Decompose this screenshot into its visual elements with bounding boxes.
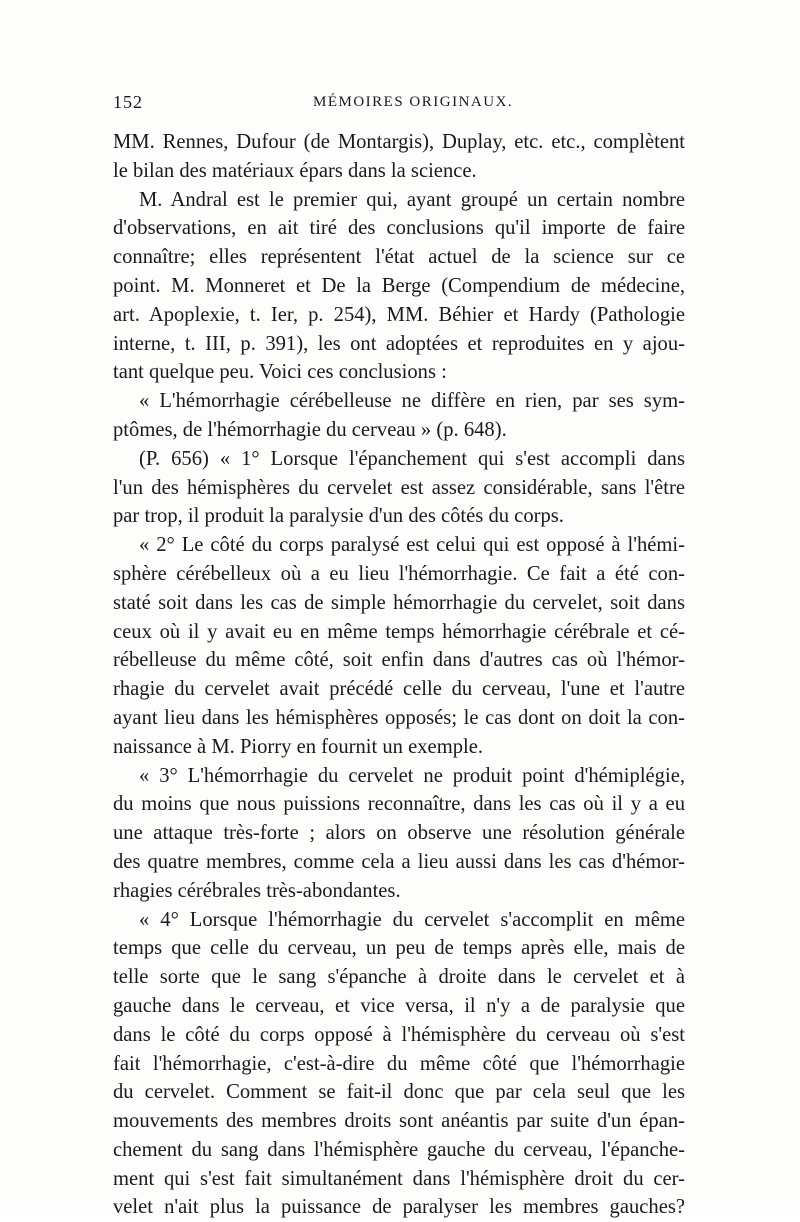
text-line: dans le côté du corps opposé à l'hémisphère du cerveau où s'est bbox=[113, 1023, 685, 1046]
text-line: chement du sang dans l'hémisphère gauche du cerveau, l'épanche- bbox=[113, 1138, 685, 1161]
text-line: ayant lieu dans les hémisphères opposés; le cas dont on doit la con- bbox=[113, 706, 685, 729]
text-line: ceux où il y avait eu en même temps hémorrhagie cérébrale et cé- bbox=[113, 620, 685, 643]
text-line: le bilan des matériaux épars dans la science. bbox=[113, 159, 477, 182]
text-line: point. M. Monneret et De la Berge (Compendium de médecine, bbox=[113, 274, 685, 297]
text-line: du cervelet. Comment se fait-il donc que par cela seul que les bbox=[113, 1081, 685, 1104]
text-line: naissance à M. Piorry en fournit un exemple. bbox=[113, 735, 484, 758]
text-line: par trop, il produit la paralysie d'un des côtés du corps. bbox=[113, 505, 564, 528]
page-number: 152 bbox=[113, 92, 143, 112]
text-line: staté soit dans les cas de simple hémorrhagie du cervelet, soit dans bbox=[113, 591, 685, 614]
text-line: d'observations, en ait tiré des conclusions qu'il importe de faire bbox=[113, 217, 685, 240]
text-line: M. Andral est le premier qui, ayant groupé un certain nombre bbox=[139, 188, 685, 211]
text-line: (P. 656) « 1° Lorsque l'épanchement qui s'est accompli dans bbox=[139, 447, 685, 470]
text-line: des quatre membres, comme cela a lieu aussi dans les cas d'hémor- bbox=[113, 850, 685, 873]
text-line: rébelleuse du même côté, soit enfin dans d'autres cas où l'hémor- bbox=[113, 649, 685, 672]
text-line: telle sorte que le sang s'épanche à droite dans le cervelet et à bbox=[113, 966, 685, 989]
text-line: tant quelque peu. Voici ces conclusions : bbox=[113, 361, 447, 384]
text-line: temps que celle du cerveau, un peu de temps après elle, mais de bbox=[113, 937, 685, 960]
text-line: art. Apoplexie, t. Ier, p. 254), MM. Béhier et Hardy (Pathologie bbox=[113, 303, 685, 326]
text-line: « 4° Lorsque l'hémorrhagie du cervelet s'accomplit en même bbox=[139, 908, 685, 931]
text-line: MM. Rennes, Dufour (de Montargis), Duplay, etc. etc., complètent bbox=[113, 131, 685, 153]
running-title: MÉMOIRES ORIGINAUX. bbox=[313, 94, 514, 110]
text-line: « 3° L'hémorrhagie du cervelet ne produit point d'hémiplégie, bbox=[139, 764, 685, 787]
text-line: fait l'hémorrhagie, c'est-à-dire du même côté que l'hémorrhagie bbox=[113, 1052, 685, 1075]
text-line: une attaque très-forte ; alors on observe une résolution générale bbox=[113, 822, 685, 845]
text-line: « L'hémorrhagie cérébelleuse ne diffère en rien, par ses sym- bbox=[139, 390, 685, 413]
text-line: « 2° Le côté du corps paralysé est celui qui est opposé à l'hémi- bbox=[139, 534, 685, 557]
text-line: rhagie du cervelet avait précédé celle du cerveau, l'une et l'autre bbox=[113, 678, 685, 701]
running-head bbox=[113, 92, 680, 116]
text-line: velet n'ait plus la puissance de paralyser les membres gauches? bbox=[113, 1196, 685, 1219]
text-line: mouvements des membres droits sont anéantis par suite d'un épan- bbox=[113, 1110, 685, 1133]
text-line: interne, t. III, p. 391), les ont adoptées et reproduites en y ajou- bbox=[113, 332, 685, 355]
body-text bbox=[113, 128, 685, 1222]
text-line: l'un des hémisphères du cervelet est assez considérable, sans l'être bbox=[113, 476, 685, 499]
text-line: du moins que nous puissions reconnaître, dans les cas où il y a eu bbox=[113, 793, 685, 816]
text-line: sphère cérébelleux où a eu lieu l'hémorrhagie. Ce fait a été con- bbox=[113, 562, 685, 585]
text-line: connaître; elles représentent l'état actuel de la science sur ce bbox=[113, 246, 685, 269]
text-line: rhagies cérébrales très-abondantes. bbox=[113, 879, 401, 902]
text-line: gauche dans le cerveau, et vice versa, il n'y a de paralysie que bbox=[113, 994, 685, 1017]
text-line: ptômes, de l'hémorrhagie du cerveau » (p. 648). bbox=[113, 418, 507, 441]
text-line: ment qui s'est fait simultanément dans l'hémisphère droit du cer- bbox=[113, 1167, 685, 1190]
